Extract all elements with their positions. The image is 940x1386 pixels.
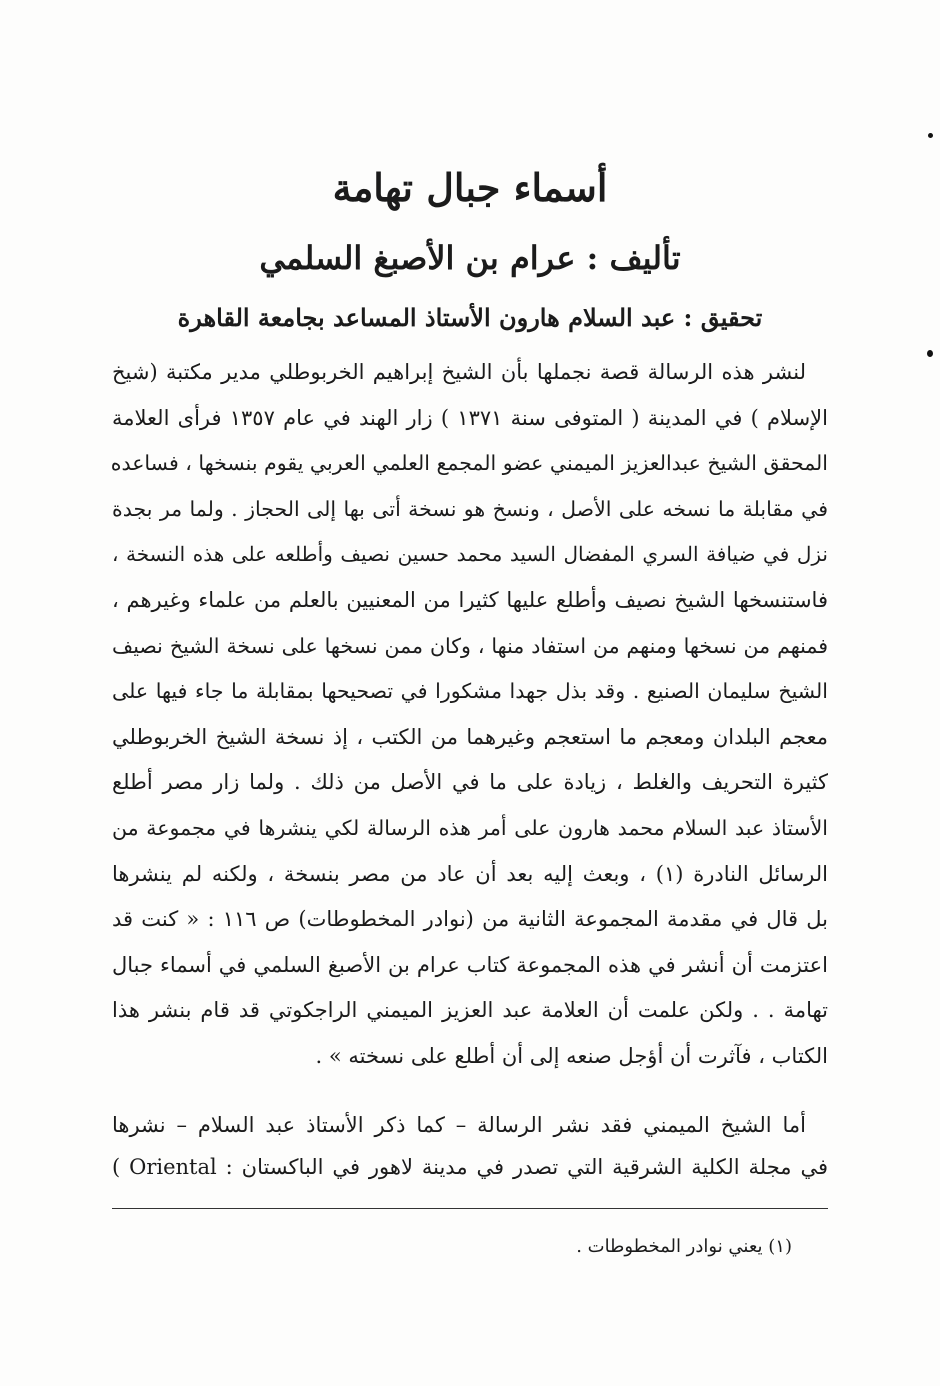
text-line: نزل في ضيافة السري المفضال السيد محمد حسين نصيف وأطلعه على هذه النسخة ، <box>112 542 828 567</box>
text-line: اعتزمت أن أنشر في هذه المجموعة كتاب عرام بن الأصبغ السلمي في أسماء جبال <box>112 952 828 977</box>
scan-speck <box>928 133 933 138</box>
text-line: فاستنسخها الشيخ نصيف وأطلع عليها كثيرا من المعنيين بالعلم من علماء وغيرهم ، <box>112 587 828 612</box>
footnote: (١) يعني نوادر المخطوطات . <box>576 1236 792 1257</box>
text-line: المحقق الشيخ عبدالعزيز الميمني عضو المجمع العلمي العربي يقوم بنسخها ، فساعده <box>110 451 828 476</box>
text-line: تهامة . . ولكن علمت أن العلامة عبد العزيز الميمني الراجكوتي قد قام بنشر هذا <box>112 998 828 1023</box>
text-line: الكتاب ، فآثرت أن أؤجل صنعه إلى أن أطلع على نسخته » . <box>315 1043 828 1068</box>
text-line: بل قال في مقدمة المجموعة الثانية من (نوادر المخطوطات) ص ١١٦ : « كنت قد <box>112 907 828 932</box>
text-line: لنشر هذه الرسالة قصة نجملها بأن الشيخ إبراهيم الخربوطلي مدير مكتبة (شيخ <box>112 360 806 384</box>
text-line: معجم البلدان ومعجم ما استعجم وغيرهما من الكتب ، إذ نسخة الشيخ الخربوطلي <box>112 724 828 749</box>
text-line: كثيرة التحريف والغلط ، زيادة على ما في الأصل من ذلك . ولما زار مصر أطلع <box>112 770 828 795</box>
main-paragraph <box>112 350 828 1080</box>
page-title: أسماء جبال تهامة <box>332 165 608 210</box>
text-line: أما الشيخ الميمني فقد نشر الرسالة – كما ذكر الأستاذ عبد السلام – نشرها <box>112 1113 806 1137</box>
text-line: فمنهم من نسخها ومنهم من استفاد منها ، وكان ممن نسخها على نسخة الشيخ نصيف <box>112 633 828 658</box>
text-line: الشيخ سليمان الصنيع . وقد بذل جهدا مشكورا في تصحيحها بمقابلة ما جاء فيها على <box>112 679 828 704</box>
text-line: الإسلام ) في المدينة ( المتوفى سنة ١٣٧١ ) زار الهند في عام ١٣٥٧ فرأى العلامة <box>112 405 828 430</box>
editor-line: تحقيق : عبد السلام هارون الأستاذ المساعد بجامعة القاهرة <box>177 303 763 332</box>
scan-speck <box>927 350 933 357</box>
text-line: في مجلة الكلية الشرقية التي تصدر في مدينة لاهور في الباكستان : Oriental ) <box>112 1155 828 1179</box>
second-paragraph <box>112 1104 828 1188</box>
text-line: الأستاذ عبد السلام محمد هارون على أمر هذه الرسالة لكي ينشرها في مجموعة من <box>112 815 828 840</box>
author-line: تأليف : عرام بن الأصبغ السلمي <box>259 239 681 277</box>
footnote-divider <box>112 1208 828 1209</box>
text-line: الرسائل النادرة (١) ، وبعث إليه بعد أن عاد من مصر بنسخة ، ولكنه لم ينشرها <box>112 861 828 886</box>
text-line: في مقابلة ما نسخه على الأصل ، ونسخ هو نسخة أتى بها إلى الحجاز . ولما مر بجدة <box>112 496 828 521</box>
